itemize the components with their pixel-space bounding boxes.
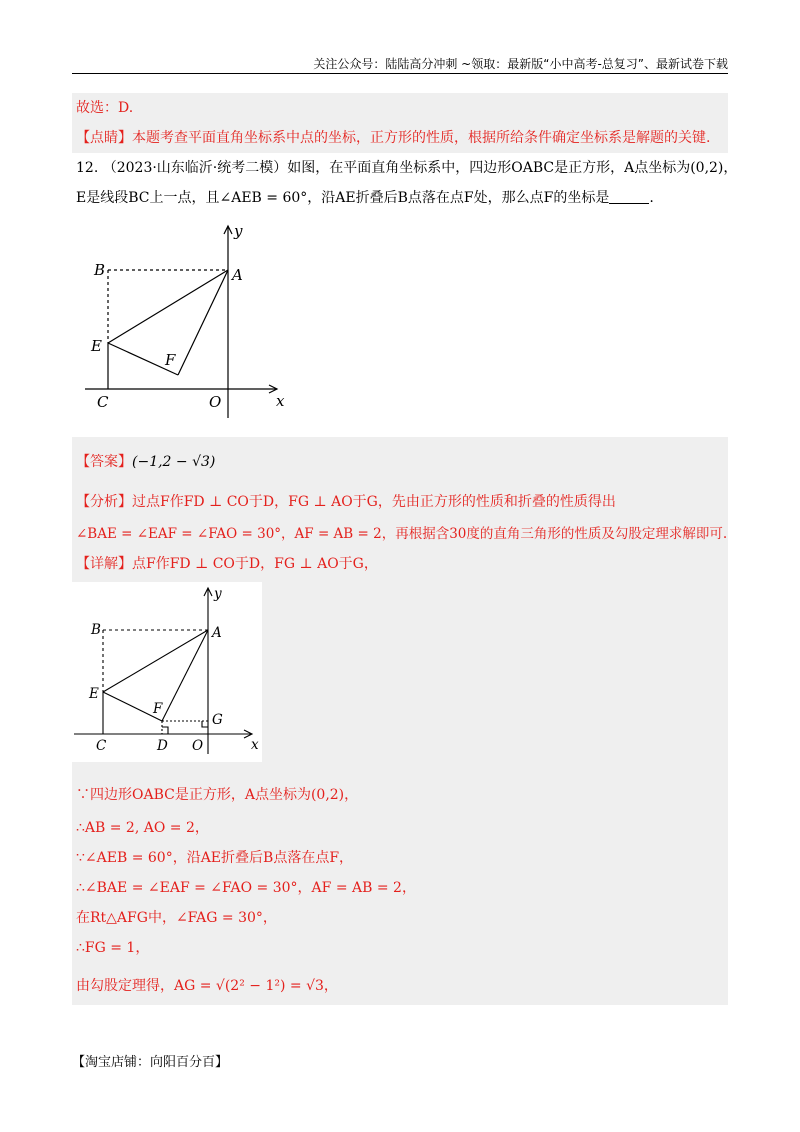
- header-rule: [72, 73, 728, 74]
- label-G: G: [212, 712, 223, 728]
- figure-1: [85, 220, 295, 420]
- page-header: 关注公众号：陆陆高分冲刺 ~领取：最新版“小中高考-总复习”、最新试卷下载: [313, 57, 728, 71]
- detail-text-1: 点F作FD ⊥ CO于D，FG ⊥ AO于G，: [132, 556, 378, 572]
- step-5: 在Rt△AFG中，∠FAG = 30°，: [76, 910, 277, 926]
- label-O: O: [209, 393, 222, 411]
- label-F: F: [153, 701, 163, 717]
- label-x: x: [251, 737, 259, 753]
- label-B: B: [91, 622, 101, 638]
- label-A: A: [212, 625, 222, 641]
- prev-choice: 故选：D.: [76, 100, 134, 116]
- step-1: ∵四边形OABC是正方形，A点坐标为(0,2)，: [76, 787, 359, 803]
- step-3: ∵∠AEB = 60°，沿AE折叠后B点落在点F，: [76, 850, 354, 866]
- label-A: A: [232, 266, 243, 284]
- question-text-2: E是线段BC上一点，且∠AEB = 60°，沿AE折叠后B点落在点F处，那么点F的坐标是: [76, 190, 610, 206]
- step-7: 由勾股定理得，AG = √(2² − 1²) = √3，: [76, 978, 338, 994]
- label-E: E: [89, 686, 99, 702]
- label-C: C: [97, 393, 109, 411]
- detail-tag: 【详解】: [76, 556, 132, 572]
- answer-tag: 【答案】: [76, 454, 132, 470]
- figure-2: [72, 582, 262, 762]
- comment-text: 本题考查平面直角坐标系中点的坐标，正方形的性质，根据所给条件确定坐标系是解题的关键.: [132, 130, 711, 146]
- question-text-1: 如图，在平面直角坐标系中，四边形OABC是正方形，A点坐标为(0,2)，: [287, 160, 738, 176]
- question-source: （2023·山东临沂·统考二模）: [102, 160, 288, 176]
- comment-tag: 【点睛】: [76, 130, 132, 146]
- analysis-line-1: [76, 492, 616, 512]
- detail-line-1: [76, 554, 378, 574]
- analysis-text-1: 过点F作FD ⊥ CO于D，FG ⊥ AO于G，先由正方形的性质和折叠的性质得出: [132, 494, 616, 510]
- label-O: O: [192, 738, 204, 754]
- step-4: ∴∠BAE = ∠EAF = ∠FAO = 30°，AF = AB = 2，: [76, 880, 416, 896]
- prev-comment: [76, 128, 710, 148]
- answer-blank: [609, 189, 649, 204]
- label-D: D: [157, 738, 168, 754]
- question-end: .: [649, 190, 654, 206]
- label-y: y: [234, 222, 243, 240]
- step-6: ∴FG = 1，: [76, 940, 150, 956]
- label-y: y: [214, 586, 222, 602]
- analysis-tag: 【分析】: [76, 494, 132, 510]
- label-C: C: [96, 738, 107, 754]
- question-number: 12.: [76, 160, 99, 176]
- label-E: E: [91, 337, 102, 355]
- answer-line: [76, 452, 215, 472]
- step-2: ∴AB = 2, AO = 2，: [76, 820, 209, 836]
- label-B: B: [94, 261, 106, 279]
- answer-value: (−1,2 − √3): [132, 454, 216, 470]
- right-angle-D: [162, 727, 168, 734]
- label-x: x: [276, 392, 285, 410]
- page-footer: 【淘宝店铺：向阳百分百】: [72, 1055, 229, 1070]
- label-F: F: [165, 351, 176, 369]
- question-line-1: [76, 158, 737, 178]
- right-angle-G: [202, 721, 208, 727]
- analysis-line-2: ∠BAE = ∠EAF = ∠FAO = 30°，AF = AB = 2，再根据含30度的直角三角形的性质及勾股定理求解即可.: [76, 526, 728, 542]
- question-line-2: [76, 188, 654, 208]
